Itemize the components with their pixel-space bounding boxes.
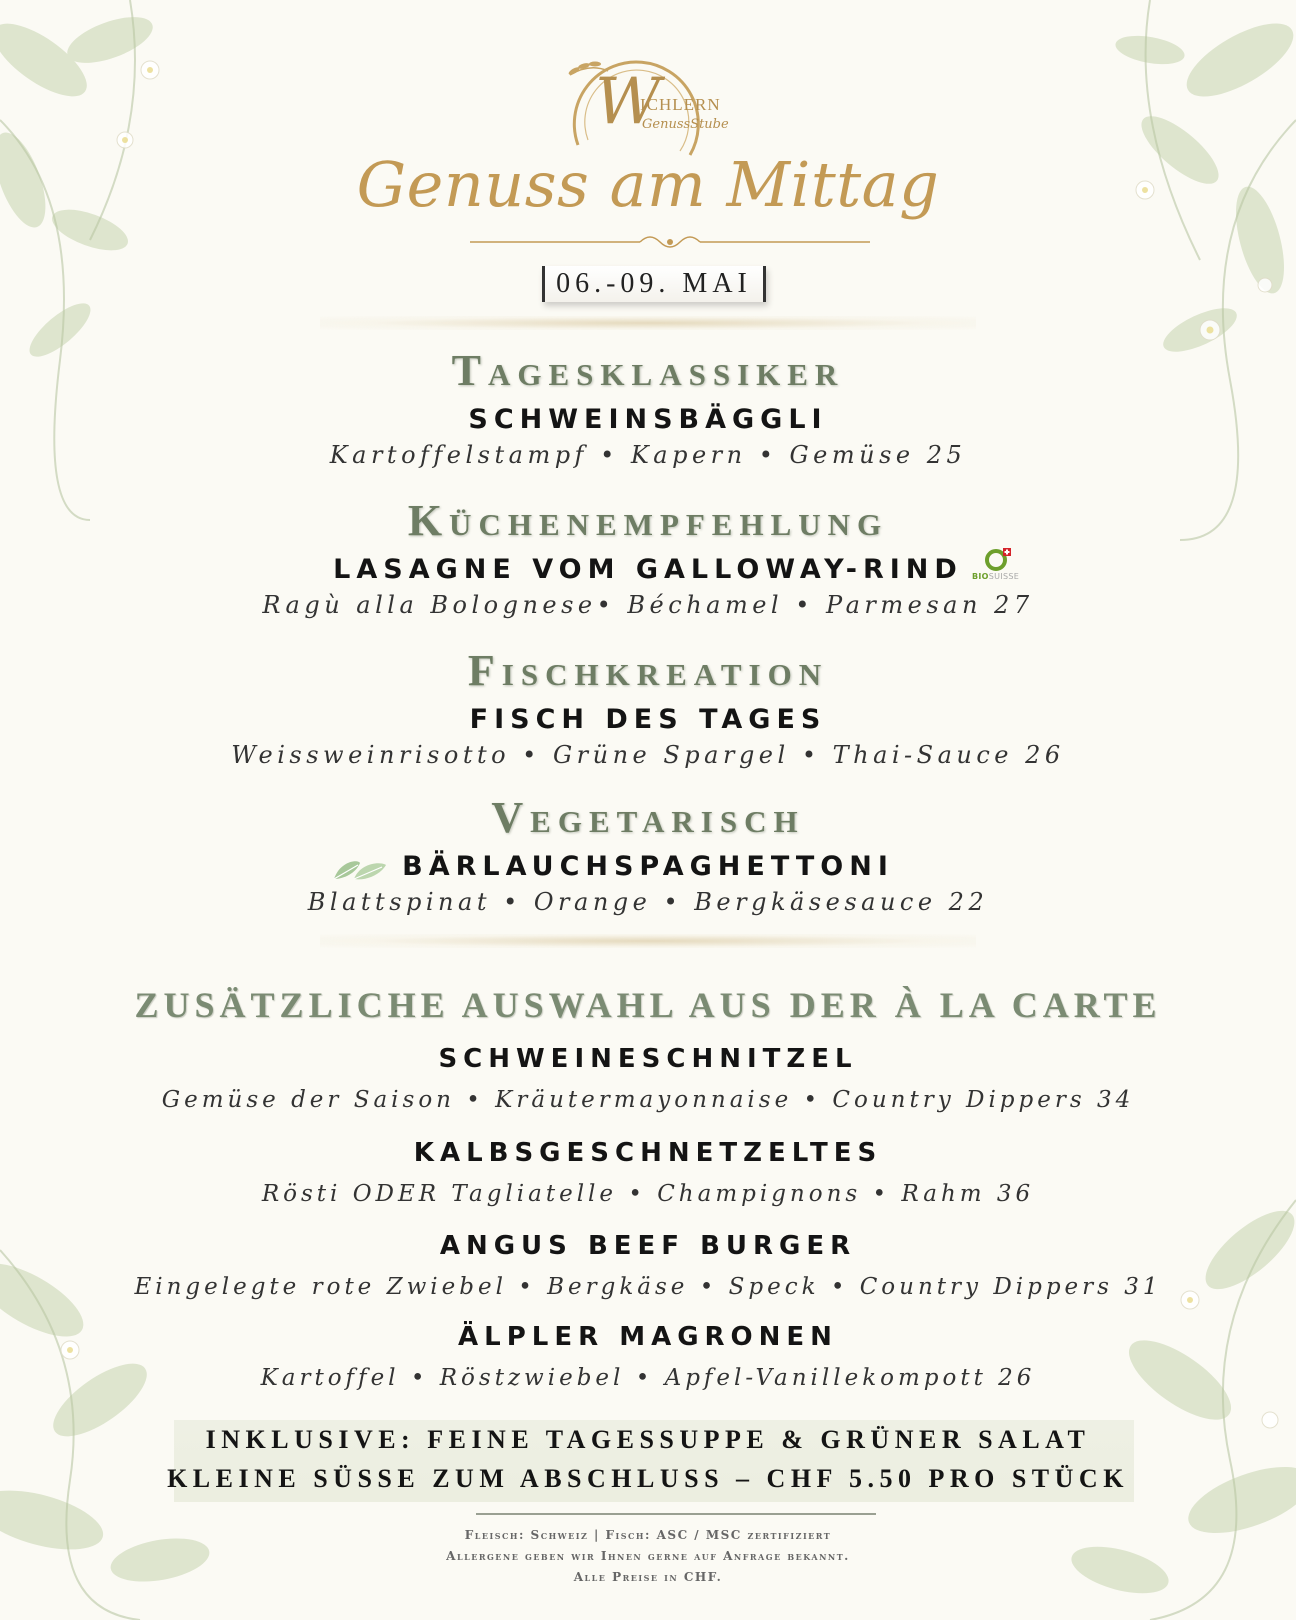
dish-name: FISCH DES TAGES <box>469 704 827 735</box>
a-la-carte-heading: ZUSÄTZLICHE AUSWAHL AUS DER À LA CARTE <box>134 985 1162 1025</box>
dish-description: Rösti ODER Tagliatelle • Champignons • Rahm 36 <box>261 1181 1035 1207</box>
footer-divider <box>476 1513 876 1515</box>
dish-name: SCHWEINESCHNITZEL <box>438 1044 858 1074</box>
bio-suisse-bud-icon <box>970 546 1022 574</box>
dish-description: Blattspinat • Orange • Bergkäsesauce 22 <box>307 888 989 916</box>
footer-allergen-note: Allergene geben wir Ihnen gerne auf Anfrage bekannt. <box>446 1549 850 1563</box>
dish-description: Ragù alla Bolognese• Béchamel • Parmesan 27 <box>262 591 1034 619</box>
dish-description: Kartoffel • Röstzwiebel • Apfel-Vanillekompott 26 <box>260 1365 1036 1391</box>
category-heading: Tagesklassiker <box>451 346 845 395</box>
dish-description: Eingelegte rote Zwiebel • Bergkäse • Speck • Country Dippers 31 <box>134 1274 1162 1300</box>
footer-currency-note: Alle Preise in CHF. <box>573 1570 723 1584</box>
dish-description: Gemüse der Saison • Kräutermayonnaise • Country Dippers 34 <box>161 1087 1135 1113</box>
footer-origin-note: Fleisch: Schweiz | Fisch: ASC / MSC zertifiziert <box>464 1528 832 1542</box>
page-title: Genuss am Mittag <box>356 148 940 221</box>
bio-suisse-badge <box>970 546 1022 588</box>
dish-name: BÄRLAUCHSPAGHETTONI <box>402 851 894 882</box>
logo-name: ICHLERN <box>640 95 721 114</box>
logo-initial: W <box>595 65 661 139</box>
dish-description: Weissweinrisotto • Grüne Spargel • Thai-Sauce 26 <box>231 741 1065 769</box>
dish-name: LASAGNE VOM GALLOWAY-RIND <box>333 554 963 585</box>
category-heading: Vegetarisch <box>491 793 805 842</box>
dish-name: SCHWEINSBÄGGLI <box>468 404 828 435</box>
logo-subtitle: GenussStube <box>642 117 729 132</box>
dish-name: KALBSGESCHNETZELTES <box>413 1138 883 1168</box>
inclusive-line: INKLUSIVE: FEINE TAGESSUPPE & GRÜNER SALAT <box>205 1425 1091 1454</box>
section-divider-bottom <box>320 934 976 948</box>
dish-name: ANGUS BEEF BURGER <box>439 1231 857 1261</box>
dessert-line: KLEINE SÜSSE ZUM ABSCHLUSS – CHF 5.50 PRO STÜCK <box>167 1464 1129 1493</box>
section-divider-top <box>320 316 976 330</box>
category-heading: Küchenempfehlung <box>407 496 889 545</box>
date-range-label: 06.-09. MAI <box>542 266 766 302</box>
title-flourish-divider <box>470 232 870 252</box>
dish-description: Kartoffelstampf • Kapern • Gemüse 25 <box>329 441 967 469</box>
bio-suisse-label: BIOSUISSE <box>972 572 1020 581</box>
dish-name: ÄLPLER MAGRONEN <box>458 1322 838 1352</box>
category-heading: Fischkreation <box>467 646 829 695</box>
